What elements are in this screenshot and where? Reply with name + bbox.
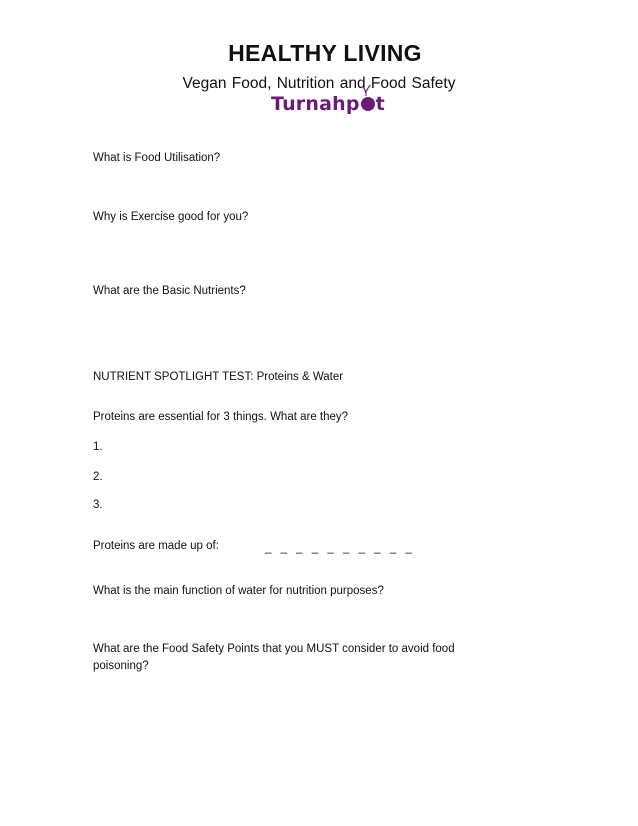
question-food-safety-line2: poisoning? xyxy=(93,660,149,672)
page-title: HEALTHY LIVING xyxy=(228,40,422,66)
nutrient-spotlight-heading: NUTRIENT SPOTLIGHT TEST: Proteins & Water xyxy=(93,371,344,383)
question-water-function: What is the main function of water for nutrition purposes? xyxy=(93,585,384,597)
answer-item-1: 1. xyxy=(93,441,103,453)
turnahpot-logo xyxy=(271,93,391,123)
logo-wordmark xyxy=(271,93,385,115)
question-food-safety-line1: What are the Food Safety Points that you MUST consider to avoid food xyxy=(93,643,455,655)
sprout-icon xyxy=(361,84,371,96)
page-subtitle: Vegan Food, Nutrition and Food Safety xyxy=(182,75,456,92)
answer-item-3: 3. xyxy=(93,499,103,511)
answer-item-2: 2. xyxy=(93,471,103,483)
logo-text-start: Turnahp xyxy=(271,93,360,115)
question-food-utilisation: What is Food Utilisation? xyxy=(93,152,221,164)
answer-blank-1: _ _ _ _ _ xyxy=(265,542,337,554)
question-protein-uses: Proteins are essential for 3 things. What are they? xyxy=(93,411,349,423)
pot-icon xyxy=(361,97,375,111)
question-basic-nutrients: What are the Basic Nutrients? xyxy=(93,285,246,297)
question-exercise: Why is Exercise good for you? xyxy=(93,211,249,223)
logo-text-end: t xyxy=(375,93,385,115)
answer-blank-2: _ _ _ _ _ xyxy=(343,542,415,554)
question-protein-composition: Proteins are made up of: xyxy=(93,540,219,552)
